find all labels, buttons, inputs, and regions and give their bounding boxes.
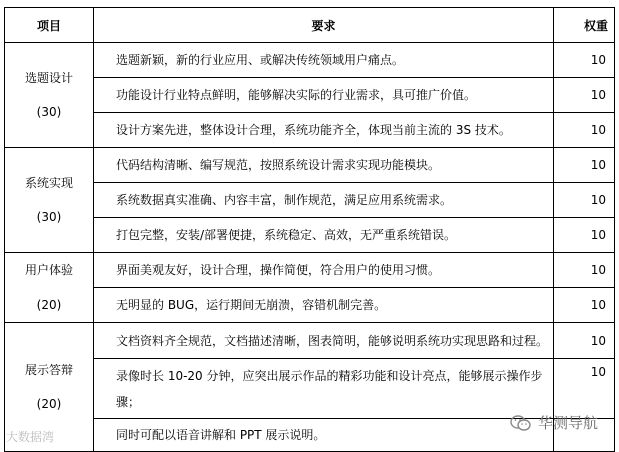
requirement-cell: 功能设计行业特点鲜明，能够解决实际的行业需求，具可推广价值。 — [94, 78, 554, 113]
category-label: 选题设计 — [24, 70, 73, 85]
requirement-cell: 选题新颖，新的行业应用、或解决传统领域用户痛点。 — [94, 43, 554, 78]
requirement-cell: 文档资料齐全规范，文档描述清晰，图表简明，能够说明系统功实现思路和过程。 — [94, 323, 554, 359]
criteria-table — [4, 7, 615, 452]
weight-cell: 10 — [554, 78, 615, 113]
table-row — [5, 183, 615, 218]
table-row — [5, 359, 615, 419]
category-label: 用户体验 — [24, 263, 73, 278]
category-label: 系统实现 — [24, 175, 73, 190]
header-weight: 权重 — [554, 8, 615, 43]
header-item: 项目 — [5, 8, 94, 43]
weight-cell: 10 — [554, 113, 615, 148]
requirement-cell: 代码结构清晰、编写规范，按照系统设计需求实现功能模块。 — [94, 148, 554, 183]
category-cell — [5, 43, 94, 148]
weight-cell: 10 — [554, 323, 615, 359]
requirement-cell: 界面美观友好，设计合理，操作简便，符合用户的使用习惯。 — [94, 253, 554, 288]
category-label: 展示答辩 — [24, 362, 73, 377]
table-row — [5, 253, 615, 288]
header-requirement: 要求 — [94, 8, 554, 43]
table-row — [5, 78, 615, 113]
weight-cell: 10 — [554, 183, 615, 218]
requirement-cell: 录像时长 10-20 分钟，应突出展示作品的精彩功能和设计亮点，能够展示操作步骤； — [94, 359, 554, 419]
requirement-cell: 无明显的 BUG，运行期间无崩溃，容错机制完善。 — [94, 288, 554, 323]
wechat-icon — [510, 414, 532, 432]
weight-cell: 10 — [554, 288, 615, 323]
weight-cell: 10 — [554, 218, 615, 253]
requirement-cell: 系统数据真实准确、内容丰富，制作规范，满足应用系统需求。 — [94, 183, 554, 218]
table-row — [5, 218, 615, 253]
category-score: (20) — [36, 297, 62, 312]
weight-cell: 10 — [554, 359, 615, 419]
table-row — [5, 148, 615, 183]
weight-cell: 10 — [554, 253, 615, 288]
requirement-cell: 设计方案先进，整体设计合理，系统功能齐全，体现当前主流的 3S 技术。 — [94, 113, 554, 148]
category-score: (20) — [36, 397, 62, 411]
requirement-cell: 同时可配以语音讲解和 PPT 展示说明。 — [94, 419, 554, 452]
category-cell — [5, 148, 94, 253]
table-row — [5, 43, 615, 78]
table-row — [5, 288, 615, 323]
header-row — [5, 8, 615, 43]
category-cell — [5, 253, 94, 323]
weight-cell: 10 — [554, 148, 615, 183]
watermark-right-label: 华测导航 — [538, 414, 599, 432]
weight-cell: 10 — [554, 43, 615, 78]
table-row — [5, 323, 615, 359]
category-score: (30) — [36, 210, 62, 224]
category-score: (30) — [36, 105, 62, 119]
watermark-right — [510, 412, 598, 433]
table-row — [5, 113, 615, 148]
requirement-cell: 打包完整，安装/部署便捷，系统稳定、高效，无严重系统错误。 — [94, 218, 554, 253]
watermark-left: 大数据湾 — [6, 430, 55, 444]
